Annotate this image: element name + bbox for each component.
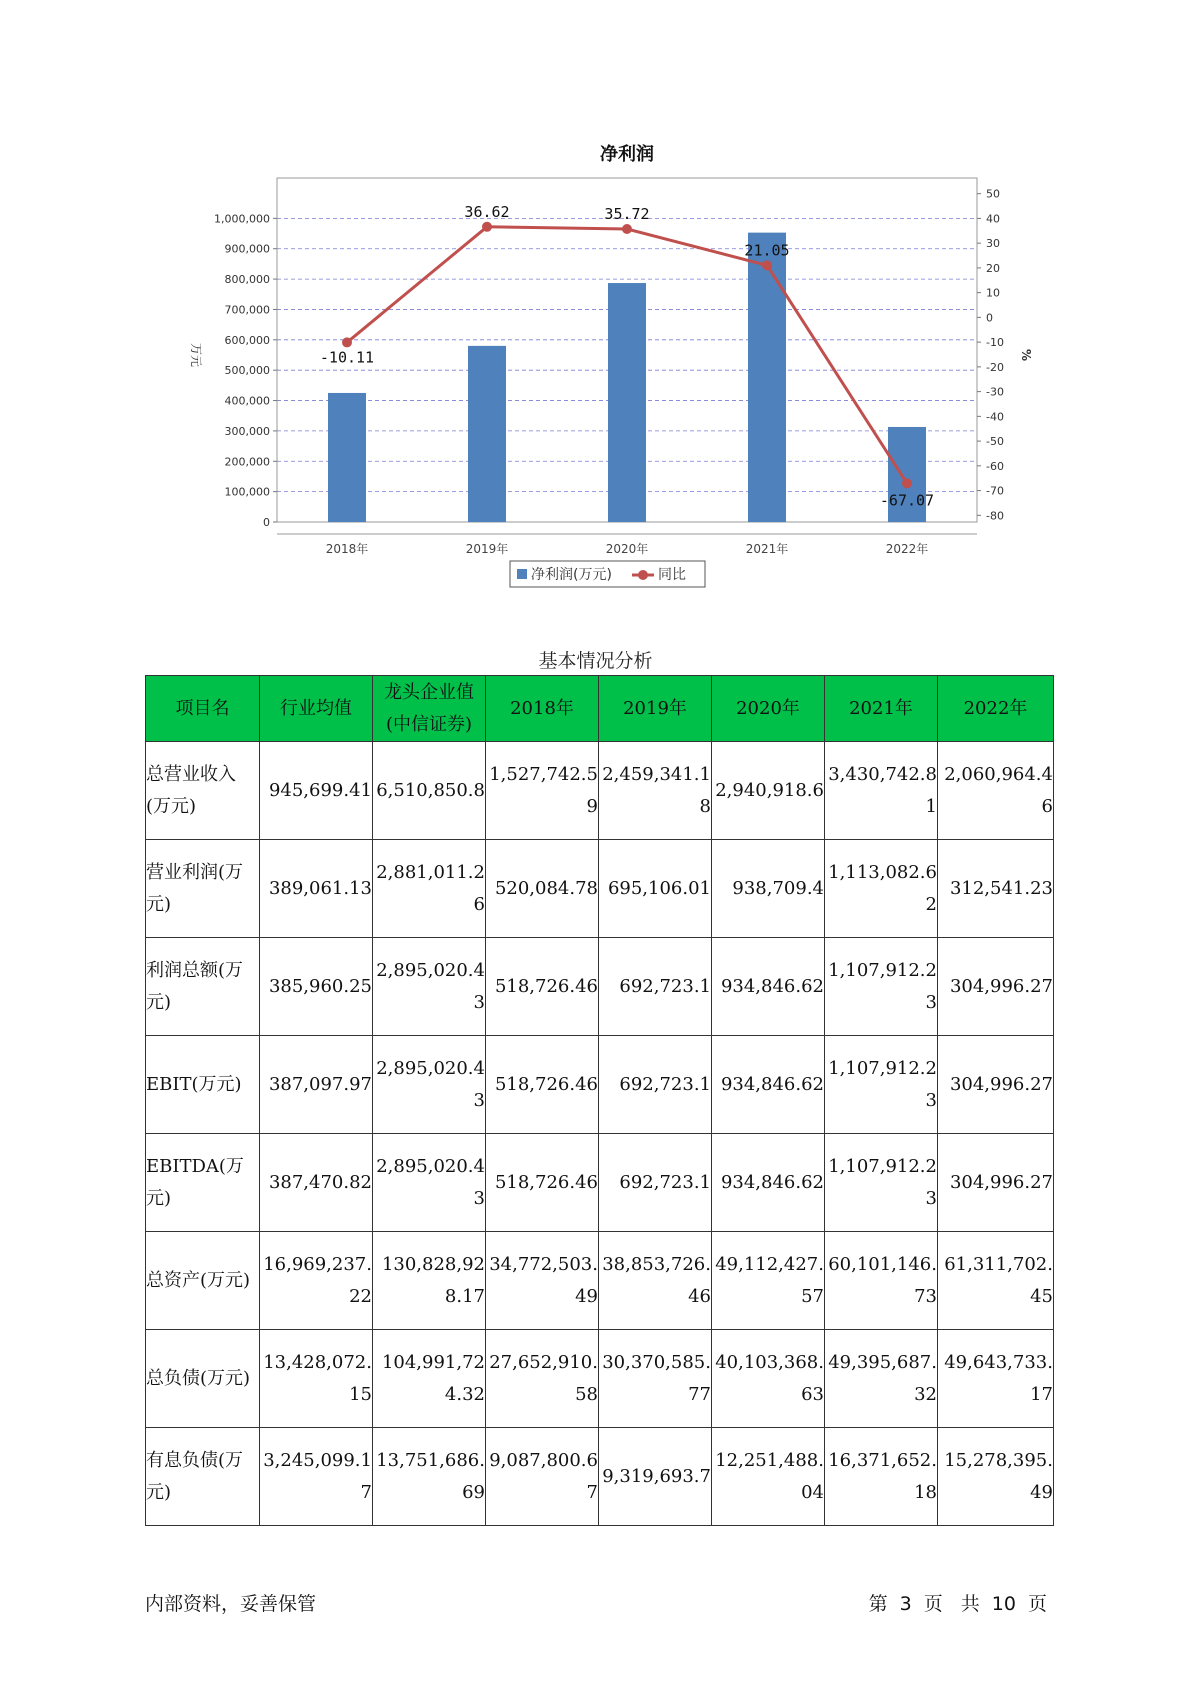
left-tick-label: 700,000 (224, 303, 270, 317)
value-cell: 695,106.01 (599, 840, 712, 938)
value-cell: 1,107,912.23 (825, 938, 938, 1036)
value-cell: 13,751,686.69 (373, 1428, 486, 1526)
right-tick-label: 50 (986, 187, 1000, 201)
right-axis-label: % (1019, 348, 1033, 362)
value-cell: 49,395,687.32 (825, 1330, 938, 1428)
value-cell: 3,430,742.81 (825, 742, 938, 840)
right-tick-label: -70 (986, 484, 1004, 498)
item-name-cell: 总资产(万元) (146, 1232, 260, 1330)
confidential-notice: 内部资料，妥善保管 (145, 1593, 317, 1615)
value-cell: 15,278,395.49 (938, 1428, 1054, 1526)
value-cell: 2,881,011.26 (373, 840, 486, 938)
page-prefix: 第 (868, 1593, 888, 1615)
value-cell: 934,846.62 (712, 938, 825, 1036)
x-tick-label: 2021年 (745, 542, 789, 556)
table-row (146, 742, 1054, 840)
table-row (146, 1036, 1054, 1134)
value-cell: 61,311,702.45 (938, 1232, 1054, 1330)
item-name-cell: 有息负债(万元) (146, 1428, 260, 1526)
value-cell: 2,895,020.43 (373, 938, 486, 1036)
value-cell: 12,251,488.04 (712, 1428, 825, 1526)
line-point-yoy (342, 337, 352, 347)
legend-label-bar: 净利润(万元) (531, 567, 612, 583)
right-tick-label: 0 (986, 311, 993, 325)
header-cell: 2019年 (599, 676, 712, 742)
value-cell: 6,510,850.8 (373, 742, 486, 840)
value-cell: 30,370,585.77 (599, 1330, 712, 1428)
right-tick-label: 30 (986, 237, 1000, 251)
legend-label-line: 同比 (658, 567, 686, 583)
value-cell: 692,723.1 (599, 938, 712, 1036)
page-mid: 页 (923, 1593, 943, 1615)
left-tick-label: 1,000,000 (214, 212, 270, 226)
left-tick-label: 600,000 (224, 333, 270, 347)
page-current: 3 (899, 1593, 912, 1615)
value-cell: 34,772,503.49 (486, 1232, 599, 1330)
table-row (146, 840, 1054, 938)
line-data-label: -10.11 (319, 348, 375, 367)
right-tick-label: -60 (986, 459, 1004, 473)
left-tick-label: 300,000 (224, 424, 270, 438)
value-cell: 945,699.41 (260, 742, 373, 840)
right-tick-label: -40 (986, 410, 1004, 424)
value-cell: 938,709.4 (712, 840, 825, 938)
page-suffix: 页 (1027, 1593, 1047, 1615)
value-cell: 2,895,020.43 (373, 1036, 486, 1134)
x-tick-label: 2022年 (885, 542, 929, 556)
item-name-cell: 利润总额(万元) (146, 938, 260, 1036)
value-cell: 304,996.27 (938, 1036, 1054, 1134)
value-cell: 49,112,427.57 (712, 1232, 825, 1330)
value-cell: 518,726.46 (486, 1036, 599, 1134)
value-cell: 130,828,928.17 (373, 1232, 486, 1330)
value-cell: 934,846.62 (712, 1036, 825, 1134)
line-point-yoy (622, 224, 632, 234)
x-tick-label: 2019年 (465, 542, 509, 556)
value-cell: 692,723.1 (599, 1134, 712, 1232)
table-row (146, 1330, 1054, 1428)
value-cell: 518,726.46 (486, 938, 599, 1036)
line-point-yoy (902, 478, 912, 488)
value-cell: 40,103,368.63 (712, 1330, 825, 1428)
item-name-cell: 营业利润(万元) (146, 840, 260, 938)
value-cell: 304,996.27 (938, 1134, 1054, 1232)
value-cell: 9,087,800.67 (486, 1428, 599, 1526)
value-cell: 2,060,964.46 (938, 742, 1054, 840)
basic-analysis-table (145, 675, 1054, 1526)
left-tick-label: 800,000 (224, 273, 270, 287)
right-tick-label: -30 (986, 385, 1004, 399)
right-tick-label: -50 (986, 435, 1004, 449)
line-data-label: 21.05 (744, 241, 790, 260)
table-title: 基本情况分析 (538, 650, 653, 672)
chart-title: 净利润 (600, 144, 654, 165)
line-point-yoy (762, 260, 772, 270)
page-total-prefix: 共 (960, 1593, 980, 1615)
value-cell: 1,107,912.23 (825, 1134, 938, 1232)
net-profit-chart (160, 130, 1033, 600)
table-row (146, 1428, 1054, 1526)
value-cell: 312,541.23 (938, 840, 1054, 938)
value-cell: 518,726.46 (486, 1134, 599, 1232)
table-row (146, 1134, 1054, 1232)
value-cell: 304,996.27 (938, 938, 1054, 1036)
value-cell: 38,853,726.46 (599, 1232, 712, 1330)
value-cell: 692,723.1 (599, 1036, 712, 1134)
item-name-cell: 总营业收入(万元) (146, 742, 260, 840)
left-tick-label: 900,000 (224, 242, 270, 256)
item-name-cell: EBIT(万元) (146, 1036, 260, 1134)
value-cell: 2,940,918.6 (712, 742, 825, 840)
value-cell: 9,319,693.7 (599, 1428, 712, 1526)
right-tick-label: 10 (986, 286, 1000, 300)
value-cell: 2,459,341.18 (599, 742, 712, 840)
value-cell: 49,643,733.17 (938, 1330, 1054, 1428)
value-cell: 387,470.82 (260, 1134, 373, 1232)
table-row (146, 1232, 1054, 1330)
value-cell: 3,245,099.17 (260, 1428, 373, 1526)
line-point-yoy (482, 222, 492, 232)
table-row (146, 938, 1054, 1036)
right-tick-label: 20 (986, 261, 1000, 275)
left-tick-label: 200,000 (224, 455, 270, 469)
left-tick-label: 500,000 (224, 364, 270, 378)
header-cell: 2021年 (825, 676, 938, 742)
right-tick-label: 40 (986, 212, 1000, 226)
x-tick-label: 2018年 (325, 542, 369, 556)
chart-canvas (160, 130, 1033, 600)
table-header-row (146, 676, 1054, 742)
page-indicator (863, 1589, 1053, 1616)
header-cell: 2018年 (486, 676, 599, 742)
value-cell: 13,428,072.15 (260, 1330, 373, 1428)
x-tick-label: 2020年 (605, 542, 649, 556)
bar-net-profit (468, 346, 506, 522)
left-tick-label: 100,000 (224, 485, 270, 499)
legend-swatch-point (638, 570, 648, 580)
line-data-label: -67.07 (879, 491, 935, 510)
value-cell: 934,846.62 (712, 1134, 825, 1232)
value-cell: 16,969,237.22 (260, 1232, 373, 1330)
value-cell: 104,991,724.32 (373, 1330, 486, 1428)
item-name-cell: 总负债(万元) (146, 1330, 260, 1428)
bar-net-profit (608, 283, 646, 522)
value-cell: 387,097.97 (260, 1036, 373, 1134)
value-cell: 2,895,020.43 (373, 1134, 486, 1232)
item-name-cell: EBITDA(万元) (146, 1134, 260, 1232)
header-cell: 2022年 (938, 676, 1054, 742)
value-cell: 16,371,652.18 (825, 1428, 938, 1526)
legend-swatch-bar (517, 569, 527, 579)
header-cell: 行业均值 (260, 676, 373, 742)
bar-net-profit (748, 233, 786, 522)
right-tick-label: -10 (986, 336, 1004, 350)
header-cell: 2020年 (712, 676, 825, 742)
left-axis-label: 万元 (189, 342, 203, 368)
header-cell: 项目名 (146, 676, 260, 742)
value-cell: 1,527,742.59 (486, 742, 599, 840)
left-tick-label: 400,000 (224, 394, 270, 408)
header-cell: 龙头企业值(中信证券) (373, 676, 486, 742)
right-tick-label: -20 (986, 360, 1004, 374)
line-data-label: 35.72 (604, 205, 650, 224)
value-cell: 27,652,910.58 (486, 1330, 599, 1428)
value-cell: 1,107,912.23 (825, 1036, 938, 1134)
value-cell: 389,061.13 (260, 840, 373, 938)
value-cell: 60,101,146.73 (825, 1232, 938, 1330)
value-cell: 1,113,082.62 (825, 840, 938, 938)
line-data-label: 36.62 (464, 202, 510, 221)
page-total: 10 (991, 1593, 1016, 1615)
left-tick-label: 0 (263, 516, 270, 529)
value-cell: 520,084.78 (486, 840, 599, 938)
value-cell: 385,960.25 (260, 938, 373, 1036)
bar-net-profit (328, 393, 366, 522)
right-tick-label: -80 (986, 509, 1004, 523)
